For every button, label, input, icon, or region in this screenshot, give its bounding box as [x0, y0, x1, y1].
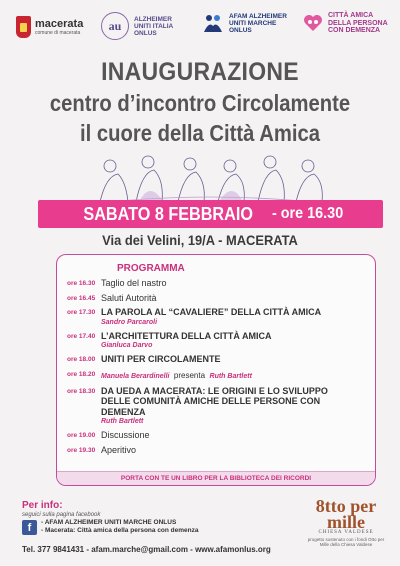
- macerata-sub: comune di macerata: [35, 29, 81, 36]
- afam-line1: AFAM ALZHEIMER: [229, 12, 287, 20]
- program-time: ore 19.00: [67, 432, 96, 439]
- program-desc: DA UEDA A MACERATA: LE ORIGINI E LO SVILUPPO DELLE COMUNITÀ AMICHE DELLE PERSONE CON DEMENZA: [101, 385, 328, 417]
- title-inaugurazione: INAUGURAZIONE: [101, 58, 299, 86]
- program-row: [67, 293, 365, 304]
- program-desc: Saluti Autorità: [101, 292, 157, 303]
- macerata-logo: [16, 16, 83, 38]
- afam-logo: [202, 12, 287, 34]
- citta-amica-heart-icon: [302, 12, 324, 34]
- program-speaker: Manuela Berardinelli: [101, 372, 170, 380]
- program-speaker: Gianluca Darvo: [101, 342, 153, 349]
- macerata-name: macerata: [35, 17, 84, 30]
- afam-line3: ONLUS: [229, 26, 252, 34]
- program-desc: Discussione: [101, 430, 150, 440]
- program-row: [67, 445, 365, 456]
- program-speaker: Ruth Bartlett: [209, 372, 252, 380]
- program-title: PROGRAMMA: [117, 263, 185, 274]
- macerata-crest-icon: [16, 16, 31, 38]
- citta-line1: CITTÀ AMICA: [328, 12, 374, 19]
- program-row: [67, 307, 365, 327]
- program-speaker: Ruth Bartlett: [101, 418, 144, 425]
- program-time: ore 17.40: [67, 332, 96, 340]
- program-desc: UNITI PER CIRCOLAMENTE: [101, 354, 221, 364]
- title-subtitle-2: il cuore della Città Amica: [80, 120, 320, 146]
- event-address: Via dei Velini, 19/A - MACERATA: [102, 232, 298, 248]
- facebook-page-2: - Macerata: Città amica della persona con demenza: [41, 527, 199, 534]
- otto-line1: 8tto per: [315, 496, 377, 516]
- program-footer-note: PORTA CON TE UN LIBRO PER LA BIBLIOTECA DEI RICORDI: [57, 471, 375, 485]
- program-row: [67, 430, 365, 441]
- program-time: ore 17.30: [67, 309, 96, 316]
- program-desc: L’ARCHITETTURA DELLA CITTÀ AMICA: [101, 330, 272, 341]
- otto-line3: CHIESA VALDESE: [318, 530, 374, 535]
- program-time: ore 18.30: [67, 387, 96, 395]
- program-row: [67, 354, 365, 365]
- citta-amica-logo: [302, 12, 388, 35]
- facebook-page-1: - AFAM ALZHEIMER UNITI MARCHE ONLUS: [41, 519, 177, 526]
- event-date: SABATO 8 FEBBRAIO: [83, 203, 253, 224]
- title-subtitle-1: centro d’incontro Circolamente: [49, 90, 351, 116]
- alzheimer-italia-mark: au: [101, 12, 129, 40]
- program-desc: LA PAROLA AL “CAVALIERE” DELLA CITTÀ AMICA: [101, 307, 322, 317]
- otto-line2: mille: [327, 512, 365, 532]
- facebook-pages: [22, 519, 272, 535]
- event-time: - ore 16.30: [272, 205, 344, 222]
- info-label: Per info:: [22, 500, 63, 511]
- program-time: ore 16.30: [67, 280, 96, 287]
- program-time: ore 19.30: [67, 446, 96, 454]
- program-desc: Aperitivo: [101, 444, 137, 455]
- program-box: [56, 254, 376, 486]
- program-time: ore 18.20: [67, 370, 96, 378]
- contact-line: Tel. 377 9841431 - afam.marche@gmail.com - www.afamonlus.org: [22, 545, 271, 554]
- alz-italia-line2: UNITI ITALIA: [134, 22, 174, 30]
- facebook-note: seguici sulla pagina facebook: [22, 512, 101, 518]
- program-row: [67, 278, 365, 289]
- alz-italia-line3: ONLUS: [134, 29, 157, 37]
- otto-per-mille-logo: [306, 498, 386, 547]
- program-speaker: Sandro Parcaroli: [101, 318, 158, 326]
- citta-line2: DELLA PERSONA: [328, 19, 388, 27]
- program-joiner: presenta: [173, 370, 206, 380]
- program-time: ore 18.00: [67, 356, 96, 363]
- program-row: [67, 369, 365, 382]
- info-section: [22, 500, 272, 535]
- program-row: [67, 331, 365, 351]
- afam-line2: UNITI MARCHE: [229, 19, 277, 27]
- logo-bar: [0, 12, 400, 52]
- otto-note: progetto sostenuto con i fondi Otto per Mille della Chiesa Valdese: [307, 537, 385, 547]
- citta-line3: CON DEMENZA: [328, 27, 381, 34]
- program-time: ore 16.45: [67, 294, 96, 302]
- afam-people-icon: [202, 12, 224, 34]
- alz-italia-line1: ALZHEIMER: [134, 15, 172, 23]
- facebook-icon: f: [22, 520, 37, 535]
- alzheimer-italia-logo: [101, 12, 173, 40]
- program-row: [67, 386, 365, 427]
- date-banner: [38, 200, 383, 228]
- program-desc: Taglio del nastro: [101, 278, 167, 288]
